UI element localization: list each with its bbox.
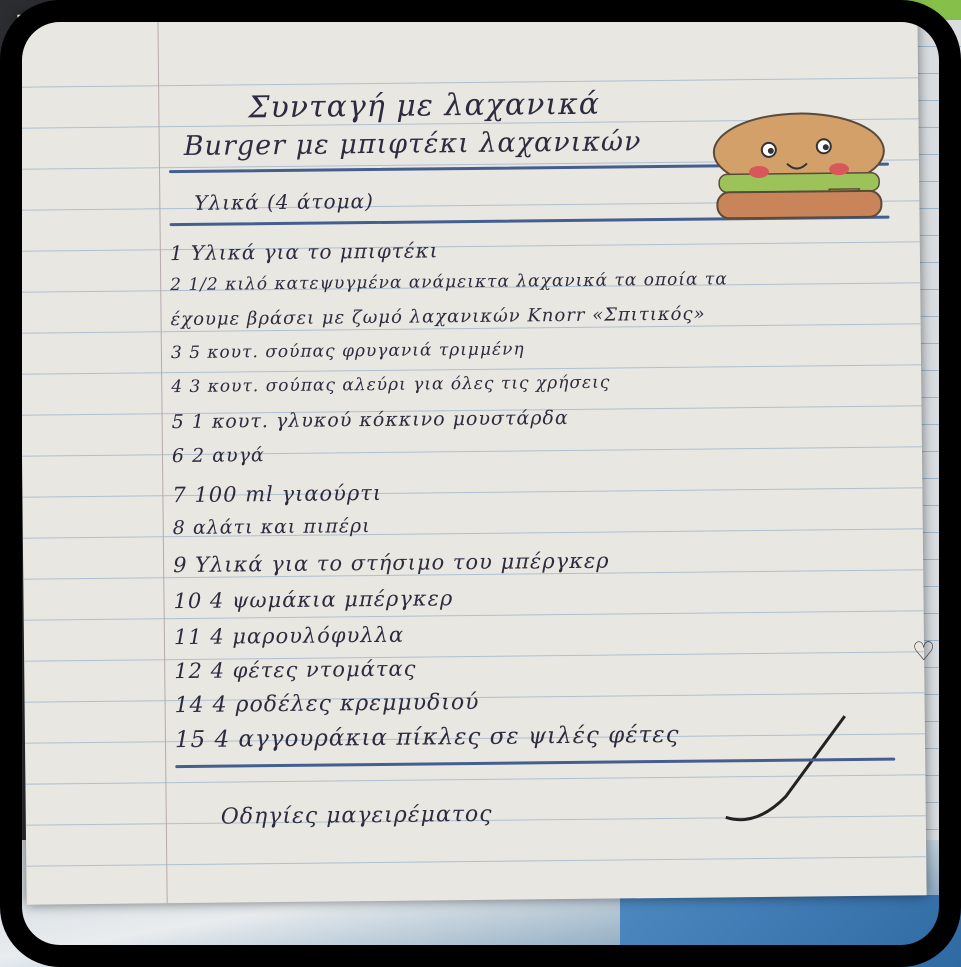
ingredient-line: 4 3 κουτ. σούπας αλεύρι για όλες τις χρήσεις xyxy=(171,372,611,398)
recipe-subtitle: Burger με μπιφτέκι λαχανικών xyxy=(183,126,642,163)
ingredients-heading: Υλικά (4 άτομα) xyxy=(194,189,374,215)
ingredient-line: 7 100 ml γιαούρτι xyxy=(172,480,383,508)
burger-drawing xyxy=(698,111,899,233)
notebook-page xyxy=(17,5,936,904)
margin-line xyxy=(157,13,167,903)
ingredient-line: 10 4 ψωμάκια μπέργκερ xyxy=(173,586,454,614)
ingredient-line: 2 1/2 κιλό κατεψυγμένα ανάμεικτα λαχανικά τα οποία τα xyxy=(170,269,728,296)
ingredient-line: 14 4 ροδέλες κρεμμυδιού xyxy=(174,689,480,719)
directions-heading: Οδηγίες μαγειρέματος xyxy=(220,801,493,830)
ingredient-line: 12 4 φέτες ντομάτας xyxy=(174,656,417,684)
ingredient-line: 5 1 κουτ. γλυκού κόκκινο μουστάρδα xyxy=(171,406,569,434)
heart-doodle: ♡ xyxy=(911,637,936,668)
ingredient-line: 1 Υλικά για το μπιφτέκι xyxy=(169,238,439,266)
ingredient-line: 6 2 αυγά xyxy=(171,444,265,468)
ingredient-line: 9 Υλικά για το στήσιμο του μπέργκερ xyxy=(173,548,610,578)
ingredient-line: 8 αλάτι και πιπέρι xyxy=(172,515,371,540)
ingredient-line: 11 4 μαρουλόφυλλα xyxy=(173,622,405,650)
blue-object xyxy=(620,895,961,967)
recipe-title: Συνταγή με λαχανικά xyxy=(248,86,601,126)
checkmark-doodle xyxy=(715,696,856,837)
ingredient-line: έχουμε βράσει με ζωμό λαχανικών Knorr «Σπιτικός» xyxy=(170,303,706,331)
ingredient-line: 3 5 κουτ. σούπας φρυγανιά τριμμένη xyxy=(170,339,525,364)
ingredient-line: 15 4 αγγουράκια πίκλες σε ψιλές φέτες xyxy=(174,721,680,754)
